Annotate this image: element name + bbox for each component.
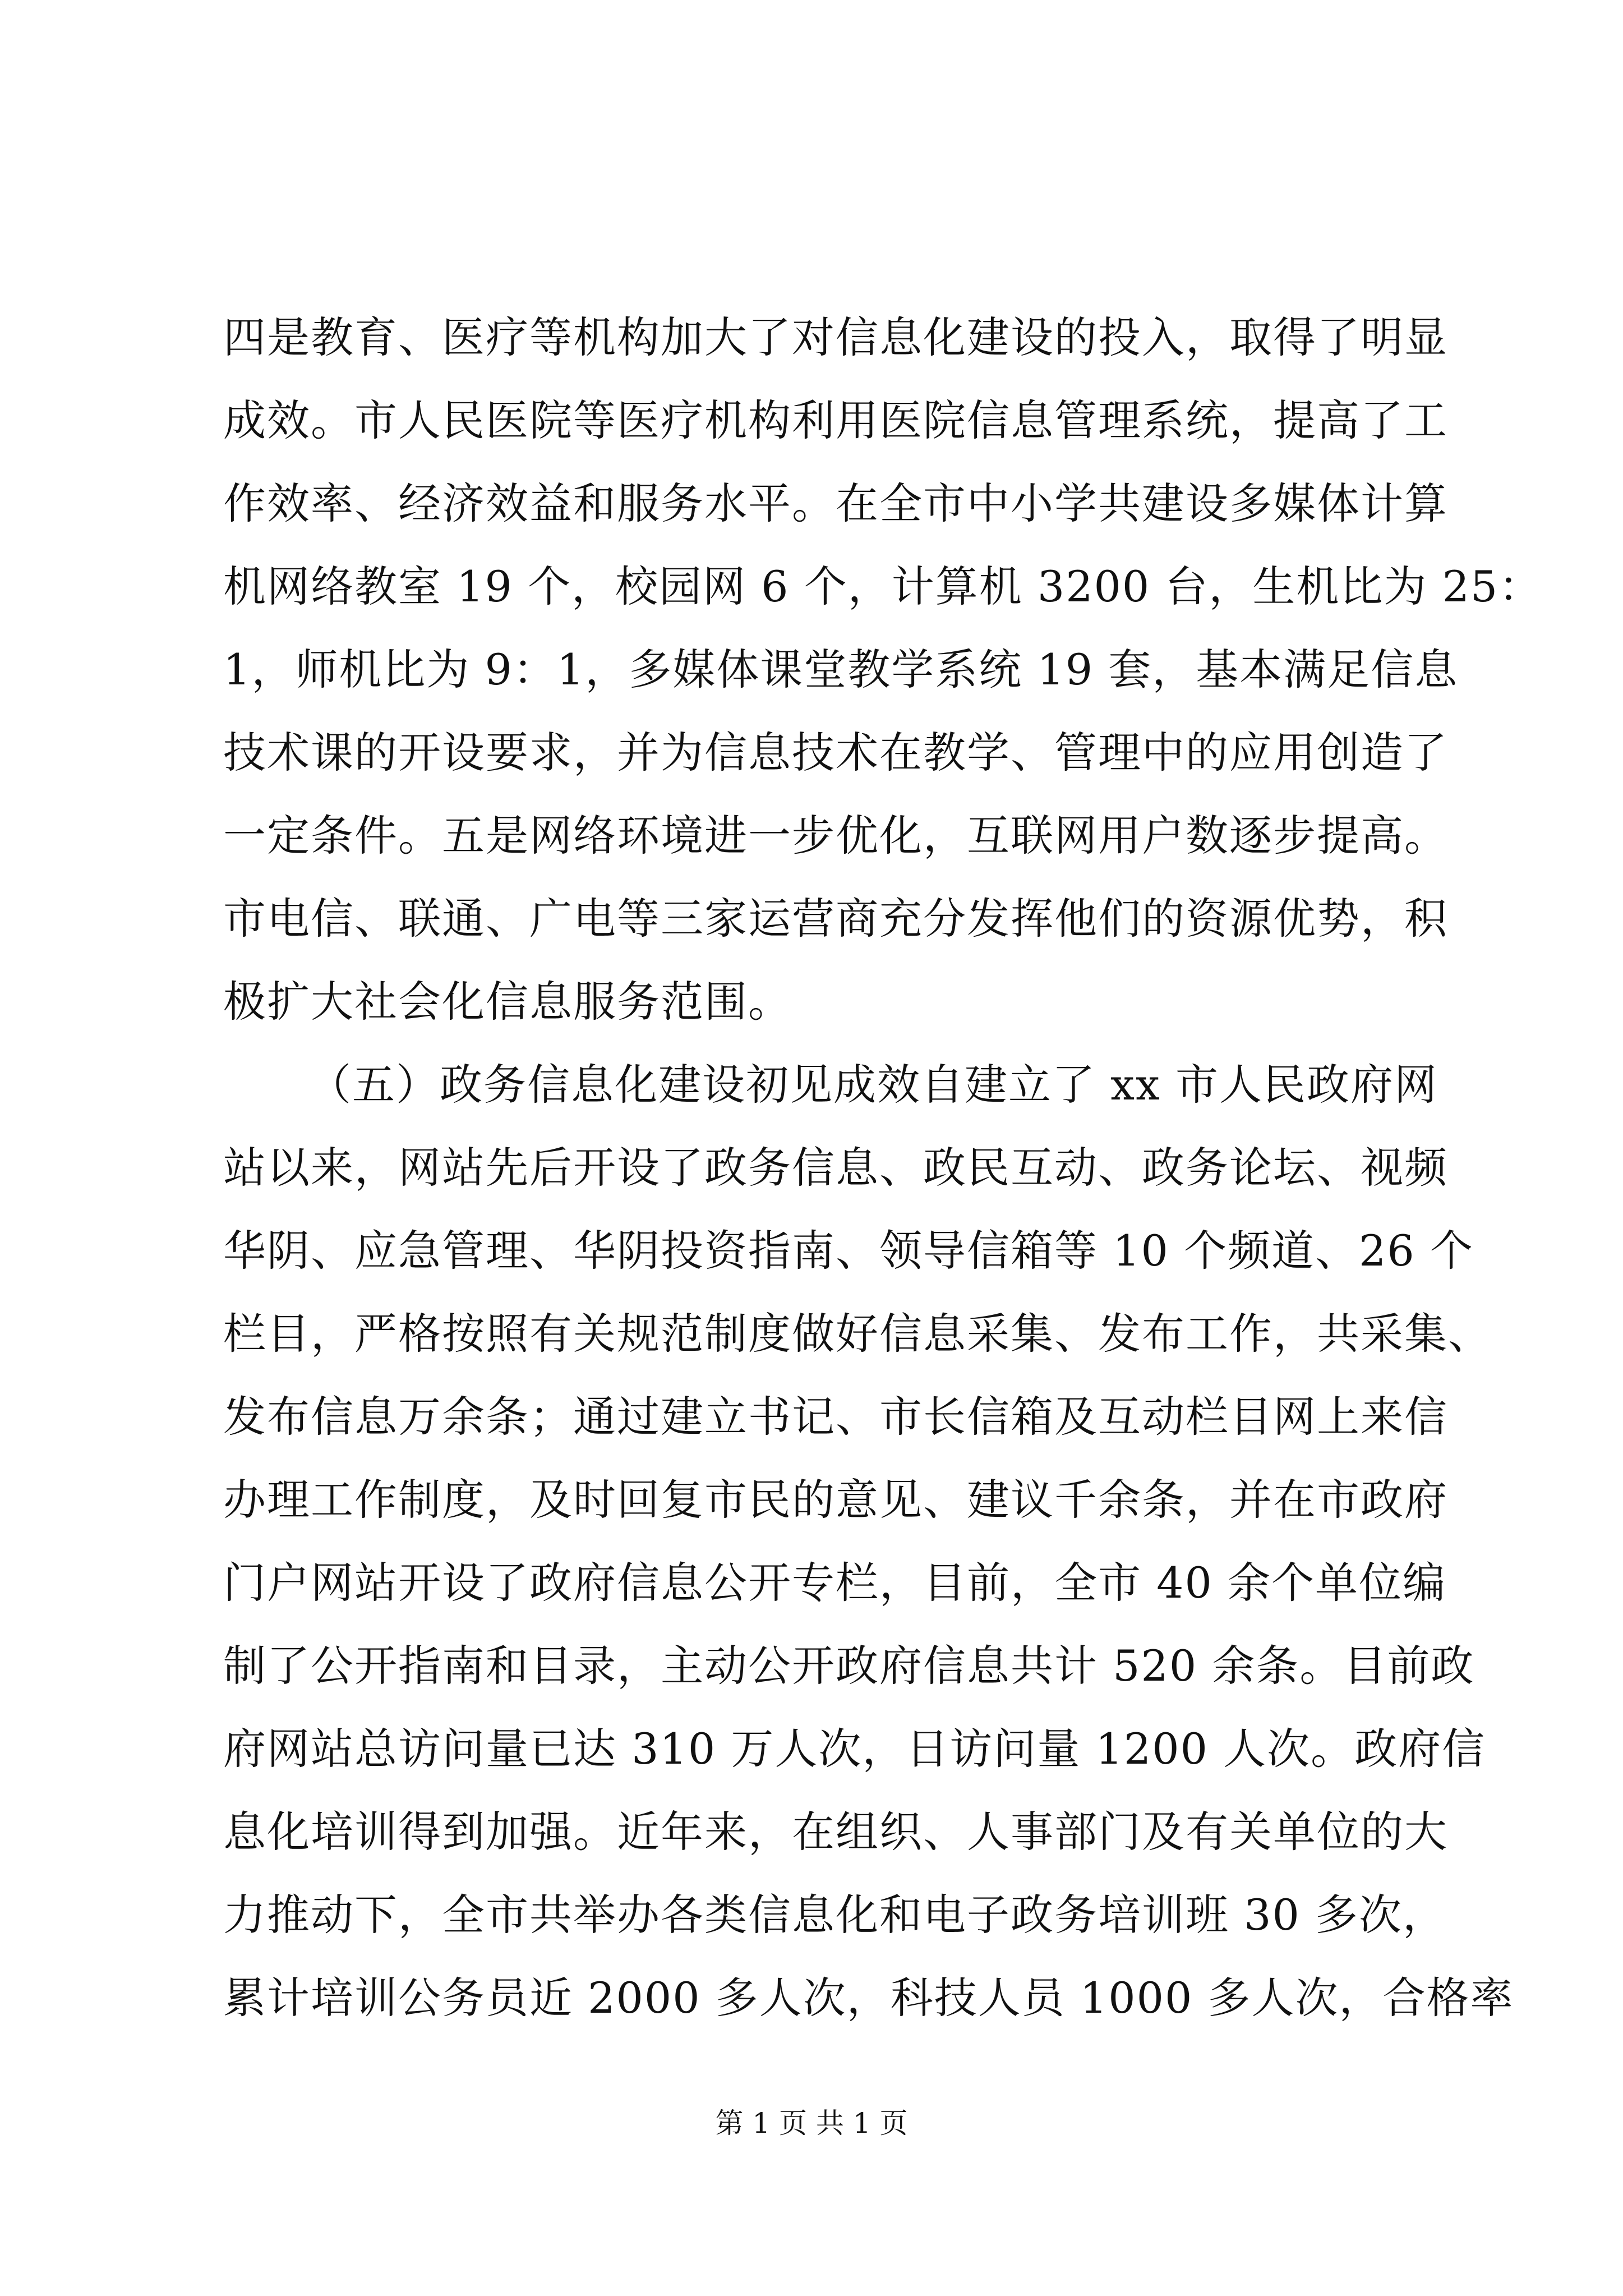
paragraph-2 <box>223 1043 1514 2040</box>
text-line: 一定条件。五是网络环境进一步优化，互联网用户数逐步提高。 <box>223 811 1448 861</box>
text-line: 办理工作制度，及时回复市民的意见、建议千余条，并在市政府 <box>223 1475 1448 1525</box>
text-line: 四是教育、医疗等机构加大了对信息化建设的投入，取得了明显 <box>223 312 1448 362</box>
text-line: 制了公开指南和目录，主动公开政府信息共计 520 余条。目前政 <box>223 1641 1475 1691</box>
text-line: 栏目，严格按照有关规范制度做好信息采集、发布工作，共采集、 <box>223 1309 1492 1359</box>
text-line: 极扩大社会化信息服务范围。 <box>223 977 792 1027</box>
text-line: 门户网站开设了政府信息公开专栏，目前，全市 40 余个单位编 <box>223 1558 1447 1608</box>
text-line: 力推动下，全市共举办各类信息化和电子政务培训班 30 多次， <box>223 1890 1447 1940</box>
text-line: 华阴、应急管理、华阴投资指南、领导信箱等 10 个频道、26 个 <box>223 1226 1474 1276</box>
page-footer <box>0 2106 1623 2140</box>
text-line: 技术课的开设要求，并为信息技术在教学、管理中的应用创造了 <box>223 728 1448 777</box>
paragraph-1 <box>223 296 1543 1043</box>
page-number-label: 第 1 页 共 1 页 <box>715 2107 908 2139</box>
text-line: 站以来，网站先后开设了政务信息、政民互动、政务论坛、视频 <box>223 1143 1448 1193</box>
text-line: 成效。市人民医院等医疗机构利用医院信息管理系统，提高了工 <box>223 395 1448 445</box>
text-line: 机网络教室 19 个，校园网 6 个，计算机 3200 台，生机比为 25： <box>223 562 1543 611</box>
text-line: 府网站总访问量已达 310 万人次，日访问量 1200 人次。政府信 <box>223 1724 1486 1774</box>
text-line: （五）政务信息化建设初见成效自建立了 xx 市人民政府网 <box>308 1060 1438 1110</box>
text-line: 累计培训公务员近 2000 多人次，科技人员 1000 多人次，合格率 <box>223 1973 1514 2023</box>
text-line: 1，师机比为 9：1，多媒体课堂教学系统 19 套，基本满足信息 <box>223 645 1459 694</box>
text-line: 市电信、联通、广电等三家运营商充分发挥他们的资源优势，积 <box>223 894 1448 944</box>
text-line: 息化培训得到加强。近年来，在组织、人事部门及有关单位的大 <box>223 1807 1448 1857</box>
text-line: 发布信息万余条；通过建立书记、市长信箱及互动栏目网上来信 <box>223 1392 1448 1442</box>
text-line: 作效率、经济效益和服务水平。在全市中小学共建设多媒体计算 <box>223 478 1448 528</box>
body-text <box>223 296 1543 2040</box>
